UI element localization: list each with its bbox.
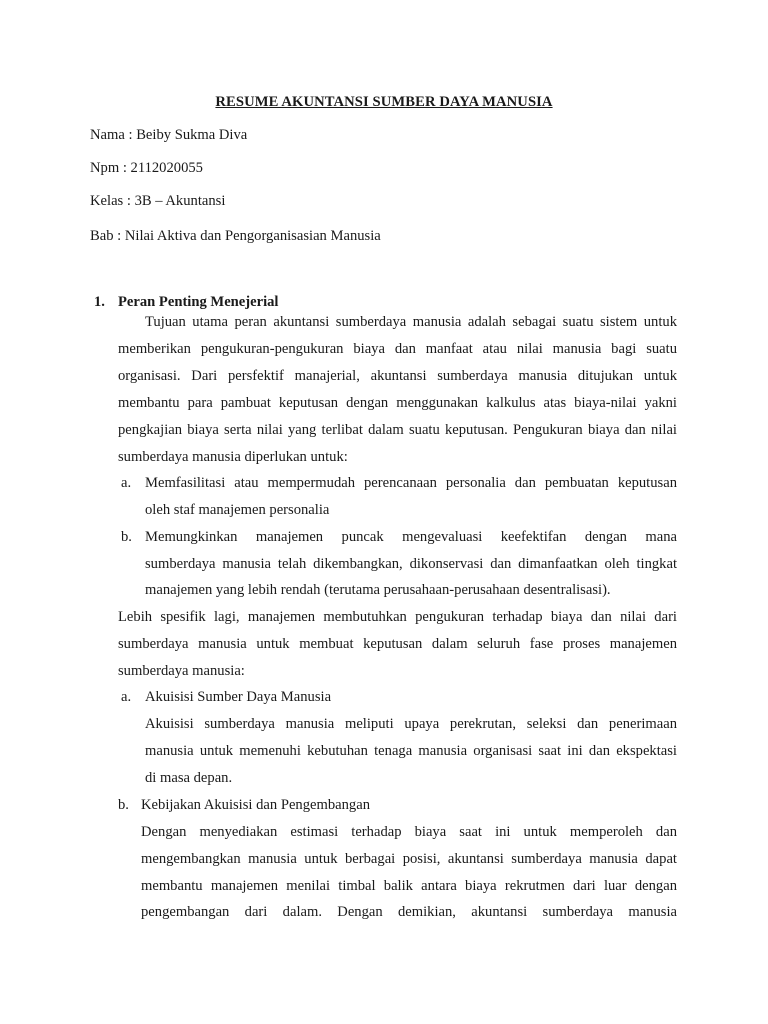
section-number: 1. — [94, 294, 105, 310]
list-item-title: Kebijakan Akuisisi dan Pengembangan — [141, 797, 370, 813]
list-item-line: manajemen yang lebih rendah (terutama perusahaan-perusahaan desentralisasi). — [145, 582, 611, 598]
document-title: RESUME AKUNTANSI SUMBER DAYA MANUSIA — [215, 94, 553, 110]
list-item-line: sumberdaya manusia telah dikembangkan, dikonservasi dan dimanfaatkan oleh tingkat — [145, 556, 677, 572]
paragraph-line: sumberdaya manusia diperlukan untuk: — [118, 449, 348, 465]
list-item-line: Akuisisi sumberdaya manusia meliputi upaya perekrutan, seleksi dan penerimaan — [145, 716, 677, 732]
list-item-line: oleh staf manajemen personalia — [145, 502, 330, 518]
list-marker: a. — [121, 689, 132, 705]
list-item-line: Dengan menyediakan estimasi terhadap biaya saat ini untuk memperoleh dan — [141, 824, 677, 840]
paragraph-line: organisasi. Dari persfektif manajerial, akuntansi sumberdaya manusia ditujukan untuk — [118, 368, 677, 384]
list-item-line: membantu manajemen menilai timbal balik antara biaya rekrutmen dari luar dengan — [141, 878, 677, 894]
paragraph-line: Lebih spesifik lagi, manajemen membutuhkan pengukuran terhadap biaya dan nilai dari — [118, 609, 677, 625]
list-item-title: Akuisisi Sumber Daya Manusia — [145, 689, 332, 705]
paragraph-line: memberikan pengukuran-pengukuran biaya dan manfaat atau nilai manusia bagi suatu — [118, 341, 677, 357]
list-marker: a. — [121, 475, 132, 491]
list-marker: b. — [118, 797, 129, 813]
list-item-line: manusia untuk memenuhi kebutuhan tenaga manusia organisasi saat ini dan ekspektasi — [145, 743, 677, 759]
meta-kelas: Kelas : 3B – Akuntansi — [90, 193, 226, 209]
paragraph-line: pengkajian biaya serta nilai yang terlibat dalam suatu keputusan. Pengukuran biaya dan nilai — [118, 422, 677, 438]
paragraph-line: Tujuan utama peran akuntansi sumberdaya manusia adalah sebagai suatu sistem untuk — [145, 314, 677, 330]
meta-npm: Npm : 2112020055 — [90, 160, 203, 176]
list-item-line: Memfasilitasi atau mempermudah perencanaan personalia dan pembuatan keputusan — [145, 475, 677, 491]
list-item-line: Memungkinkan manajemen puncak mengevaluasi keefektifan dengan mana — [145, 529, 677, 545]
meta-bab: Bab : Nilai Aktiva dan Pengorganisasian Manusia — [90, 228, 381, 244]
list-marker: b. — [121, 529, 132, 545]
list-item-line: mengembangkan manusia untuk berbagai posisi, akuntansi sumberdaya manusia dapat — [141, 851, 677, 867]
section-heading: Peran Penting Menejerial — [118, 294, 279, 310]
paragraph-line: sumberdaya manusia untuk membuat keputusan dalam seluruh fase proses manajemen — [118, 636, 677, 652]
paragraph-line: sumberdaya manusia: — [118, 663, 245, 679]
paragraph-line: membantu para pambuat keputusan dengan menggunakan kalkulus atas biaya-nilai yakni — [118, 395, 677, 411]
meta-nama: Nama : Beiby Sukma Diva — [90, 127, 248, 143]
list-item-line: di masa depan. — [145, 770, 233, 786]
list-item-line: pengembangan dari dalam. Dengan demikian, akuntansi sumberdaya manusia — [141, 904, 677, 920]
